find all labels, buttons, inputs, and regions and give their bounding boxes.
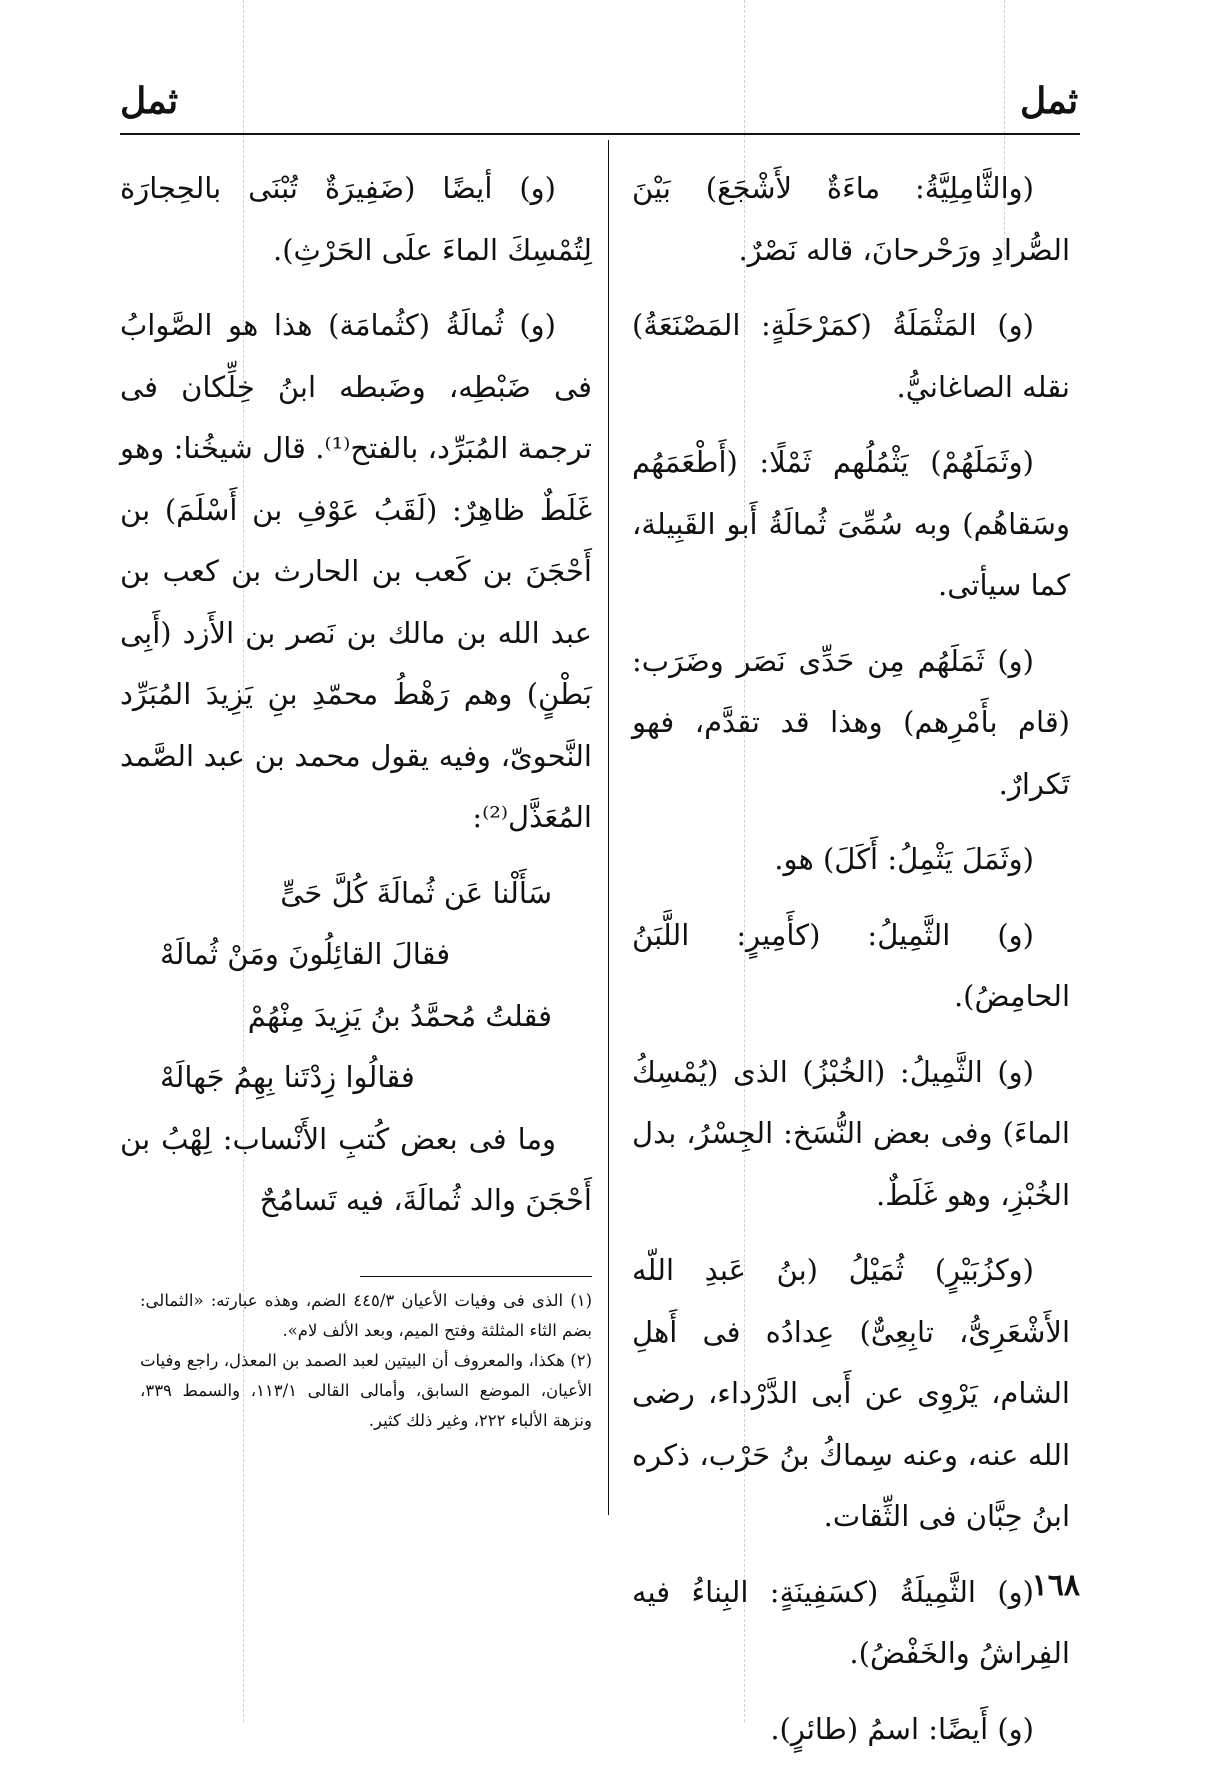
footnote-rule xyxy=(360,1276,592,1277)
left-column xyxy=(120,158,592,1246)
entry-paragraph: وما فى بعض كُتبِ الأَنْساب: لِهْبُ بن أَحْجَنَ والد ثُمالَةَ، فيه تَسامُحٌ xyxy=(120,1121,592,1217)
entry-paragraph: (و) أيضًا (ضَفِيرَةٌ تُبْنَى بالحِجارَة لِتُمْسِكَ الماءَ علَى الحَرْثِ). xyxy=(120,171,592,267)
page-number: ١٦٨ xyxy=(1031,1568,1080,1603)
entry-paragraph: (و) أَيضًا: اسمُ (طائرٍ). xyxy=(770,1711,1034,1746)
column-divider xyxy=(608,140,609,1515)
poem-verse: فقالُوا زِدْتَنا بِهِمُ جَهالَهْ xyxy=(160,1060,415,1094)
entry-paragraph: (و) الثَّمِيلُ: (كأَمِيرٍ: اللَّبَنُ الحامِضُ). xyxy=(632,917,1070,1013)
running-header-left: ثمل xyxy=(120,80,179,122)
entry-paragraph: (وكزُبَيْرٍ) ثُمَيْلُ (بنُ عَبدِ اللّه الأَشْعَرِىُّ، تابِعِىٌّ) عِدادُه فى أَهلِ الشام، يَرْوِى عن أَبى الدَّرْداء، رضى الله عنه، وعنه سِماكُ بنُ حَرْب، ذكره ابنُ حِبَّان فى الثِّقات. xyxy=(632,1253,1070,1533)
right-column xyxy=(632,158,1070,1774)
footnote: (١) الذى فى وفيات الأعيان ٤٤٥/٣ الضم، وهذه عبارته: «الثمالى: بضم الثاء المثلثة وفتح الميم، وبعد الألف لام». xyxy=(140,1291,592,1340)
entry-paragraph: (و) ثَمَلَهُم مِن حَدِّى نَصَر وضَرَب: (قام بأَمْرِهم) وهذا قد تقدَّم، فهو تَكرارٌ. xyxy=(632,643,1070,801)
header-rule xyxy=(120,133,1080,135)
poem-verse: فقالَ القائِلُونَ ومَنْ ثُمالَهْ xyxy=(160,937,451,971)
poem-verse: فقلتُ مُحمَّدُ بنُ يَزِيدَ مِنْهُمْ xyxy=(247,998,552,1033)
entry-paragraph: (وثَمَلَ يَثْمِلُ: أَكَلَ) هو. xyxy=(774,842,1034,876)
footnotes xyxy=(140,1286,592,1436)
entry-paragraph: (والثَّامِلِيَّةُ: ماءَةٌ لأَشْجَعَ) بَيْنَ الصُّرادِ ورَحْرحانَ، قاله نَصْرٌ. xyxy=(632,171,1070,267)
poem-verse: سَأَلْنا عَن ثُمالَةَ كُلَّ حَىٍّ xyxy=(280,875,552,910)
entry-paragraph: (و) الثَّمِيلُ: (الخُبْزُ) الذى (يُمْسِكُ الماءَ) وفى بعض النُّسَخ: الجِسْرُ، بدل الخُبْزِ، وهو غَلَطٌ. xyxy=(632,1054,1070,1212)
entry-paragraph: (و) ثُمالَةُ (كثُمامَة) هذا هو الصَّوابُ فى ضَبْطِه، وضَبطه ابنُ خِلِّكان فى ترجمة المُبَرِّد، بالفتح⁽¹⁾. قال شيخُنا: وهو غَلَطٌ ظاهِرٌ: (لَقَبُ عَوْفِ بن أَسْلَمَ) بن أَحْجَنَ بن كَعب بن الحارث بن كعب بن عبد الله بن مالك بن نَصر بن الأَزد (أَبِى بَطْنٍ) وهم رَهْطُ محمّدِ بنِ يَزِيدَ المُبَرِّد النَّحوىّ، وفيه يقول محمد بن عبد الصَّمد المُعَذَّل⁽²⁾: xyxy=(120,308,592,834)
footnote: (٢) هكذا، والمعروف أن البيتين لعبد الصمد بن المعذل، راجع وفيات الأعيان، الموضع السابق، وأمالى القالى ١١٣/١، والسمط ٣٣٩، ونزهة الألباء ٢٢٢، وغير ذلك كثير. xyxy=(140,1351,592,1430)
running-header-right: ثمل xyxy=(1020,80,1079,122)
entry-paragraph: (و) الثَّمِيلَةُ (كسَفِينَةٍ: البِناءُ فيه الفِراشُ والخَفْضُ). xyxy=(632,1574,1070,1670)
entry-paragraph: (و) المَثْمَلَةُ (كمَرْحَلَةٍ: المَصْنَعَةُ) نقله الصاغانيُّ. xyxy=(632,308,1070,404)
entry-paragraph: (وثَمَلَهُمْ) يَثْمُلُهم ثَمْلًا: (أَطْعَمَهُم وسَقاهُم) وبه سُمِّىَ ثُمالَةُ أَبو القَبِيلة، كما سيأتى. xyxy=(632,445,1070,602)
